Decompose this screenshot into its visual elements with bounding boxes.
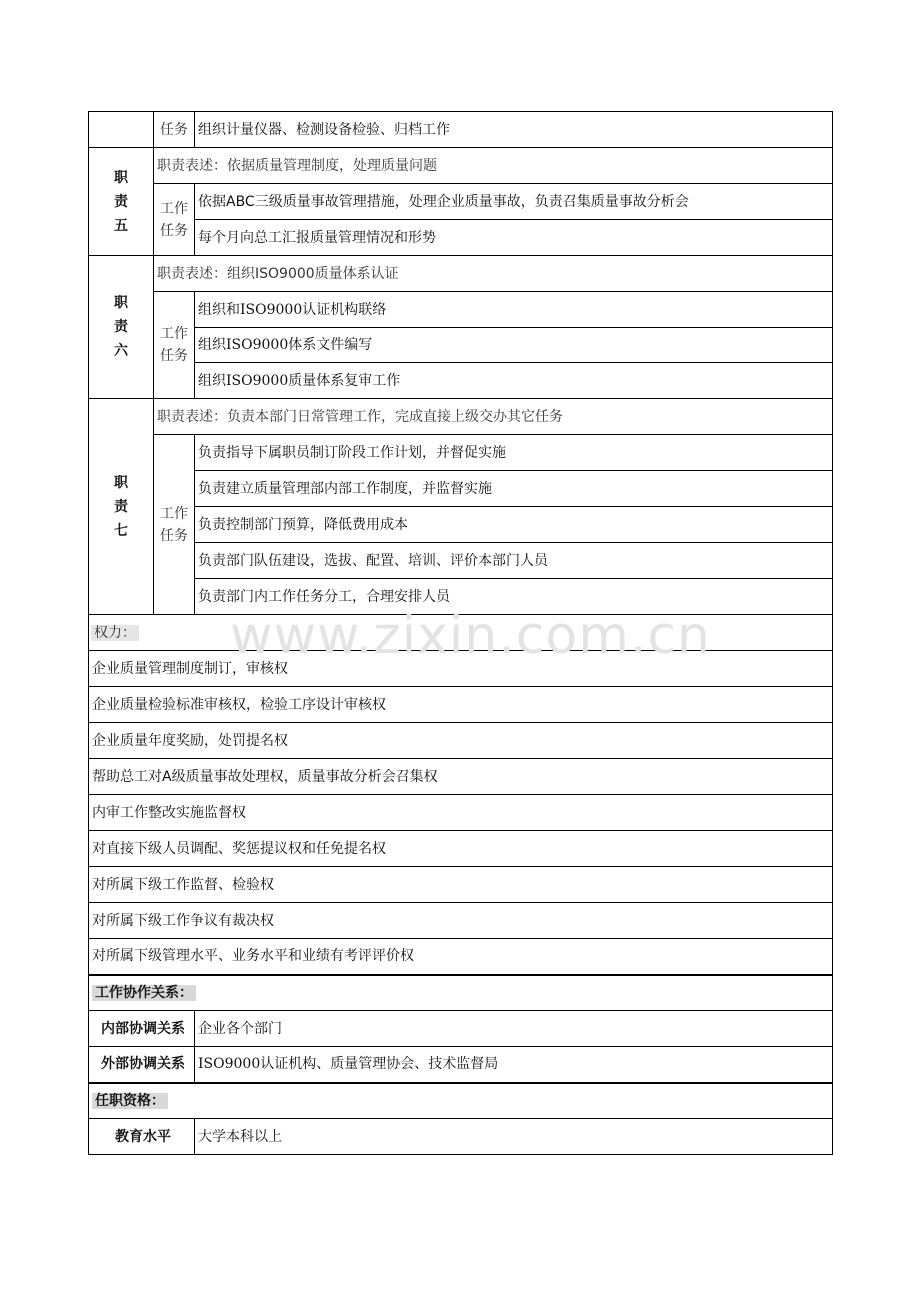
- duty-five-task-row: [89, 184, 833, 220]
- authority-item: 企业质量年度奖励，处罚提名权: [89, 723, 833, 759]
- duty-seven-task-row: [89, 543, 833, 579]
- duty-five-desc: 职责表述：依据质量管理制度，处理质量问题: [154, 148, 833, 184]
- duty-seven-desc: 职责表述：负责本部门日常管理工作，完成直接上级交办其它任务: [154, 399, 833, 435]
- qualification-header: [89, 1083, 833, 1119]
- duty-seven-task-row: [89, 507, 833, 543]
- duty-seven-task-2: 负责建立质量管理部内部工作制度，并监督实施: [195, 471, 833, 507]
- internal-coordination-label: 内部协调关系: [89, 1011, 195, 1047]
- authority-header-row: [89, 615, 833, 651]
- duty-six-desc-row: [89, 256, 833, 292]
- task-row: [89, 112, 833, 148]
- duty-seven-task-3: 负责控制部门预算，降低费用成本: [195, 507, 833, 543]
- job-description-table: [88, 111, 833, 1155]
- duty-six-desc: 职责表述：组织ISO9000质量体系认证: [154, 256, 833, 292]
- authority-item: 对所属下级工作争议有裁决权: [89, 903, 833, 939]
- authority-item: 对所属下级工作监督、检验权: [89, 867, 833, 903]
- external-coordination-label: 外部协调关系: [89, 1047, 195, 1083]
- duty-five-task-1: 依据ABC三级质量事故管理措施，处理企业质量事故，负责召集质量事故分析会: [195, 184, 833, 220]
- education-row: [89, 1119, 833, 1155]
- duty-six-task-2: 组织ISO9000体系文件编写: [195, 328, 833, 363]
- authority-row: [89, 651, 833, 687]
- external-coordination-value: ISO9000认证机构、质量管理协会、技术监督局: [195, 1047, 833, 1083]
- job-description-document: [88, 111, 832, 1155]
- duty-seven-task-row: [89, 435, 833, 471]
- duty-five-label: [89, 148, 154, 256]
- duty-six-task-1: 组织和ISO9000认证机构联络: [195, 292, 833, 328]
- authority-row: [89, 903, 833, 939]
- authority-row: [89, 759, 833, 795]
- duty-five-task-row: [89, 220, 833, 256]
- duty-seven-task-row: [89, 471, 833, 507]
- duty-six-task-row: [89, 363, 833, 399]
- duty-five-task-label: 工作 任务: [154, 184, 195, 256]
- authority-item: 企业质量检验标准审核权，检验工序设计审核权: [89, 687, 833, 723]
- authority-row: [89, 831, 833, 867]
- cooperation-header-row: [89, 975, 833, 1011]
- duty-six-task-label: 工作 任务: [154, 292, 195, 399]
- duty-seven-task-label: 工作 任务: [154, 435, 195, 615]
- authority-row: [89, 723, 833, 759]
- external-coordination-row: [89, 1047, 833, 1083]
- authority-title: 权力：: [91, 625, 139, 641]
- task-label: 任务: [154, 112, 195, 148]
- internal-coordination-row: [89, 1011, 833, 1047]
- cooperation-header: [89, 975, 833, 1011]
- authority-row: [89, 939, 833, 975]
- education-label: 教育水平: [89, 1119, 195, 1155]
- duty-seven-task-5: 负责部门内工作任务分工，合理安排人员: [195, 579, 833, 615]
- duty-six-task-row: [89, 328, 833, 363]
- authority-item: 内审工作整改实施监督权: [89, 795, 833, 831]
- duty-five-task-2: 每个月向总工汇报质量管理情况和形势: [195, 220, 833, 256]
- authority-row: [89, 867, 833, 903]
- duty-six-task-3: 组织ISO9000质量体系复审工作: [195, 363, 833, 399]
- duty-six-label: 职 责 六: [89, 256, 154, 399]
- duty-seven-label: 职 责 七: [89, 399, 154, 615]
- duty-seven-task-1: 负责指导下属职员制订阶段工作计划，并督促实施: [195, 435, 833, 471]
- education-value: 大学本科以上: [195, 1119, 833, 1155]
- duty-seven-task-row: [89, 579, 833, 615]
- authority-header: [89, 615, 833, 651]
- empty-cell: [89, 112, 154, 148]
- duty-five-desc-row: [89, 148, 833, 184]
- authority-item: 帮助总工对A级质量事故处理权，质量事故分析会召集权: [89, 759, 833, 795]
- cooperation-title: 工作协作关系：: [92, 985, 196, 1001]
- authority-item: 对所属下级管理水平、业务水平和业绩有考评评价权: [89, 939, 833, 975]
- authority-row: [89, 795, 833, 831]
- duty-seven-desc-row: [89, 399, 833, 435]
- duty-five-label-text: 职 责 五: [114, 169, 128, 234]
- duty-seven-task-4: 负责部门队伍建设，选拔、配置、培训、评价本部门人员: [195, 543, 833, 579]
- internal-coordination-value: 企业各个部门: [195, 1011, 833, 1047]
- duty-six-task-row: [89, 292, 833, 328]
- qualification-header-row: [89, 1083, 833, 1119]
- authority-item: 企业质量管理制度制订，审核权: [89, 651, 833, 687]
- authority-row: [89, 687, 833, 723]
- qualification-title: 任职资格：: [92, 1093, 168, 1109]
- task-text: 组织计量仪器、检测设备检验、归档工作: [195, 112, 833, 148]
- authority-item: 对直接下级人员调配、奖惩提议权和任免提名权: [89, 831, 833, 867]
- watermark-text: www.zixin.com.cn: [230, 606, 711, 666]
